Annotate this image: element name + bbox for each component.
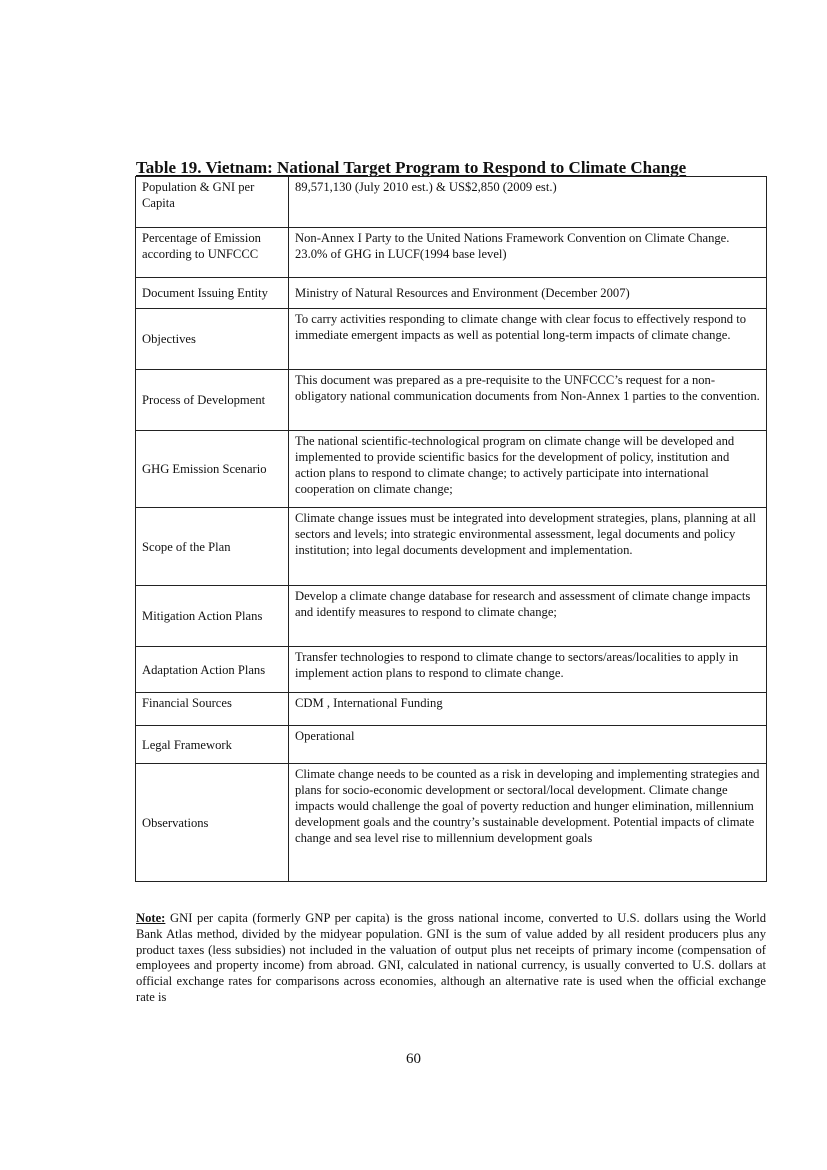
row-label-observations: Observations [136,764,289,882]
row-value-legal: Operational [289,726,767,764]
row-value-adaptation: Transfer technologies to respond to climate change to sectors/areas/localities to apply in implement action plans to respond to climate change. [289,647,767,693]
table-row [136,693,767,726]
row-value-process: This document was prepared as a pre-requisite to the UNFCCC’s request for a non-obligatory national communication documents from Non-Annex 1 parties to the convention. [289,370,767,431]
row-value-ghg-scenario: The national scientific-technological program on climate change will be developed and implemented to provide scientific basics for the development of policy, institution and action plans to respond to climate change; to actively participate into international cooperation on climate change; [289,431,767,508]
row-label-population: Population & GNI per Capita [136,177,289,228]
table-row [136,370,767,431]
row-value-population: 89,571,130 (July 2010 est.) & US$2,850 (2009 est.) [289,177,767,228]
table-row [136,278,767,309]
table-row [136,431,767,508]
table-row [136,726,767,764]
table-row [136,228,767,278]
row-label-objectives: Objectives [136,309,289,370]
table-row [136,764,767,882]
row-label-issuing-entity: Document Issuing Entity [136,278,289,309]
table-row [136,586,767,647]
note-label: Note: [136,911,166,925]
program-table [135,176,767,882]
row-value-observations: Climate change needs to be counted as a risk in developing and implementing strategies and plans for socio-economic development or sectoral/local development. Climate change impacts would challenge the goal of poverty reduction and hunger elimination, millennium development goals and the country’s sustainable development. Potential impacts of climate change and sea level rise to millennium development goals [289,764,767,882]
table-row [136,647,767,693]
row-label-ghg-scenario: GHG Emission Scenario [136,431,289,508]
row-value-issuing-entity: Ministry of Natural Resources and Environment (December 2007) [289,278,767,309]
row-value-emission: Non-Annex I Party to the United Nations Framework Convention on Climate Change. 23.0% of GHG in LUCF(1994 base level) [289,228,767,278]
row-value-objectives: To carry activities responding to climate change with clear focus to effectively respond to immediate emergent impacts as well as potential long-term impacts of climate change. [289,309,767,370]
table-row [136,177,767,228]
row-label-financial: Financial Sources [136,693,289,726]
row-label-mitigation: Mitigation Action Plans [136,586,289,647]
footnote [136,911,766,1006]
row-value-financial: CDM , International Funding [289,693,767,726]
row-label-adaptation: Adaptation Action Plans [136,647,289,693]
note-text: GNI per capita (formerly GNP per capita) is the gross national income, converted to U.S. dollars using the World Bank Atlas method, divided by the midyear population. GNI is the sum of value added by all resident producers plus any product taxes (less subsidies) not included in the valuation of output plus net receipts of primary income (compensation of employees and property income) from abroad. GNI, calculated in national currency, is usually converted to U.S. dollars at official exchange rates for comparisons across economies, although an alternative rate is used when the official exchange rate is [136,911,767,1004]
page-number: 60 [406,1051,421,1067]
row-label-process: Process of Development [136,370,289,431]
row-label-emission: Percentage of Emission according to UNFCCC [136,228,289,278]
table-title: Table 19. Vietnam: National Target Program to Respond to Climate Change [136,158,687,177]
table-row [136,309,767,370]
table-row [136,508,767,586]
row-value-mitigation: Develop a climate change database for research and assessment of climate change impacts and identify measures to respond to climate change; [289,586,767,647]
row-label-legal: Legal Framework [136,726,289,764]
row-value-scope: Climate change issues must be integrated into development strategies, plans, planning at all sectors and levels; into strategic environmental assessment, legal documents and policy institution; into legal documents development and implementation. [289,508,767,586]
row-label-scope: Scope of the Plan [136,508,289,586]
